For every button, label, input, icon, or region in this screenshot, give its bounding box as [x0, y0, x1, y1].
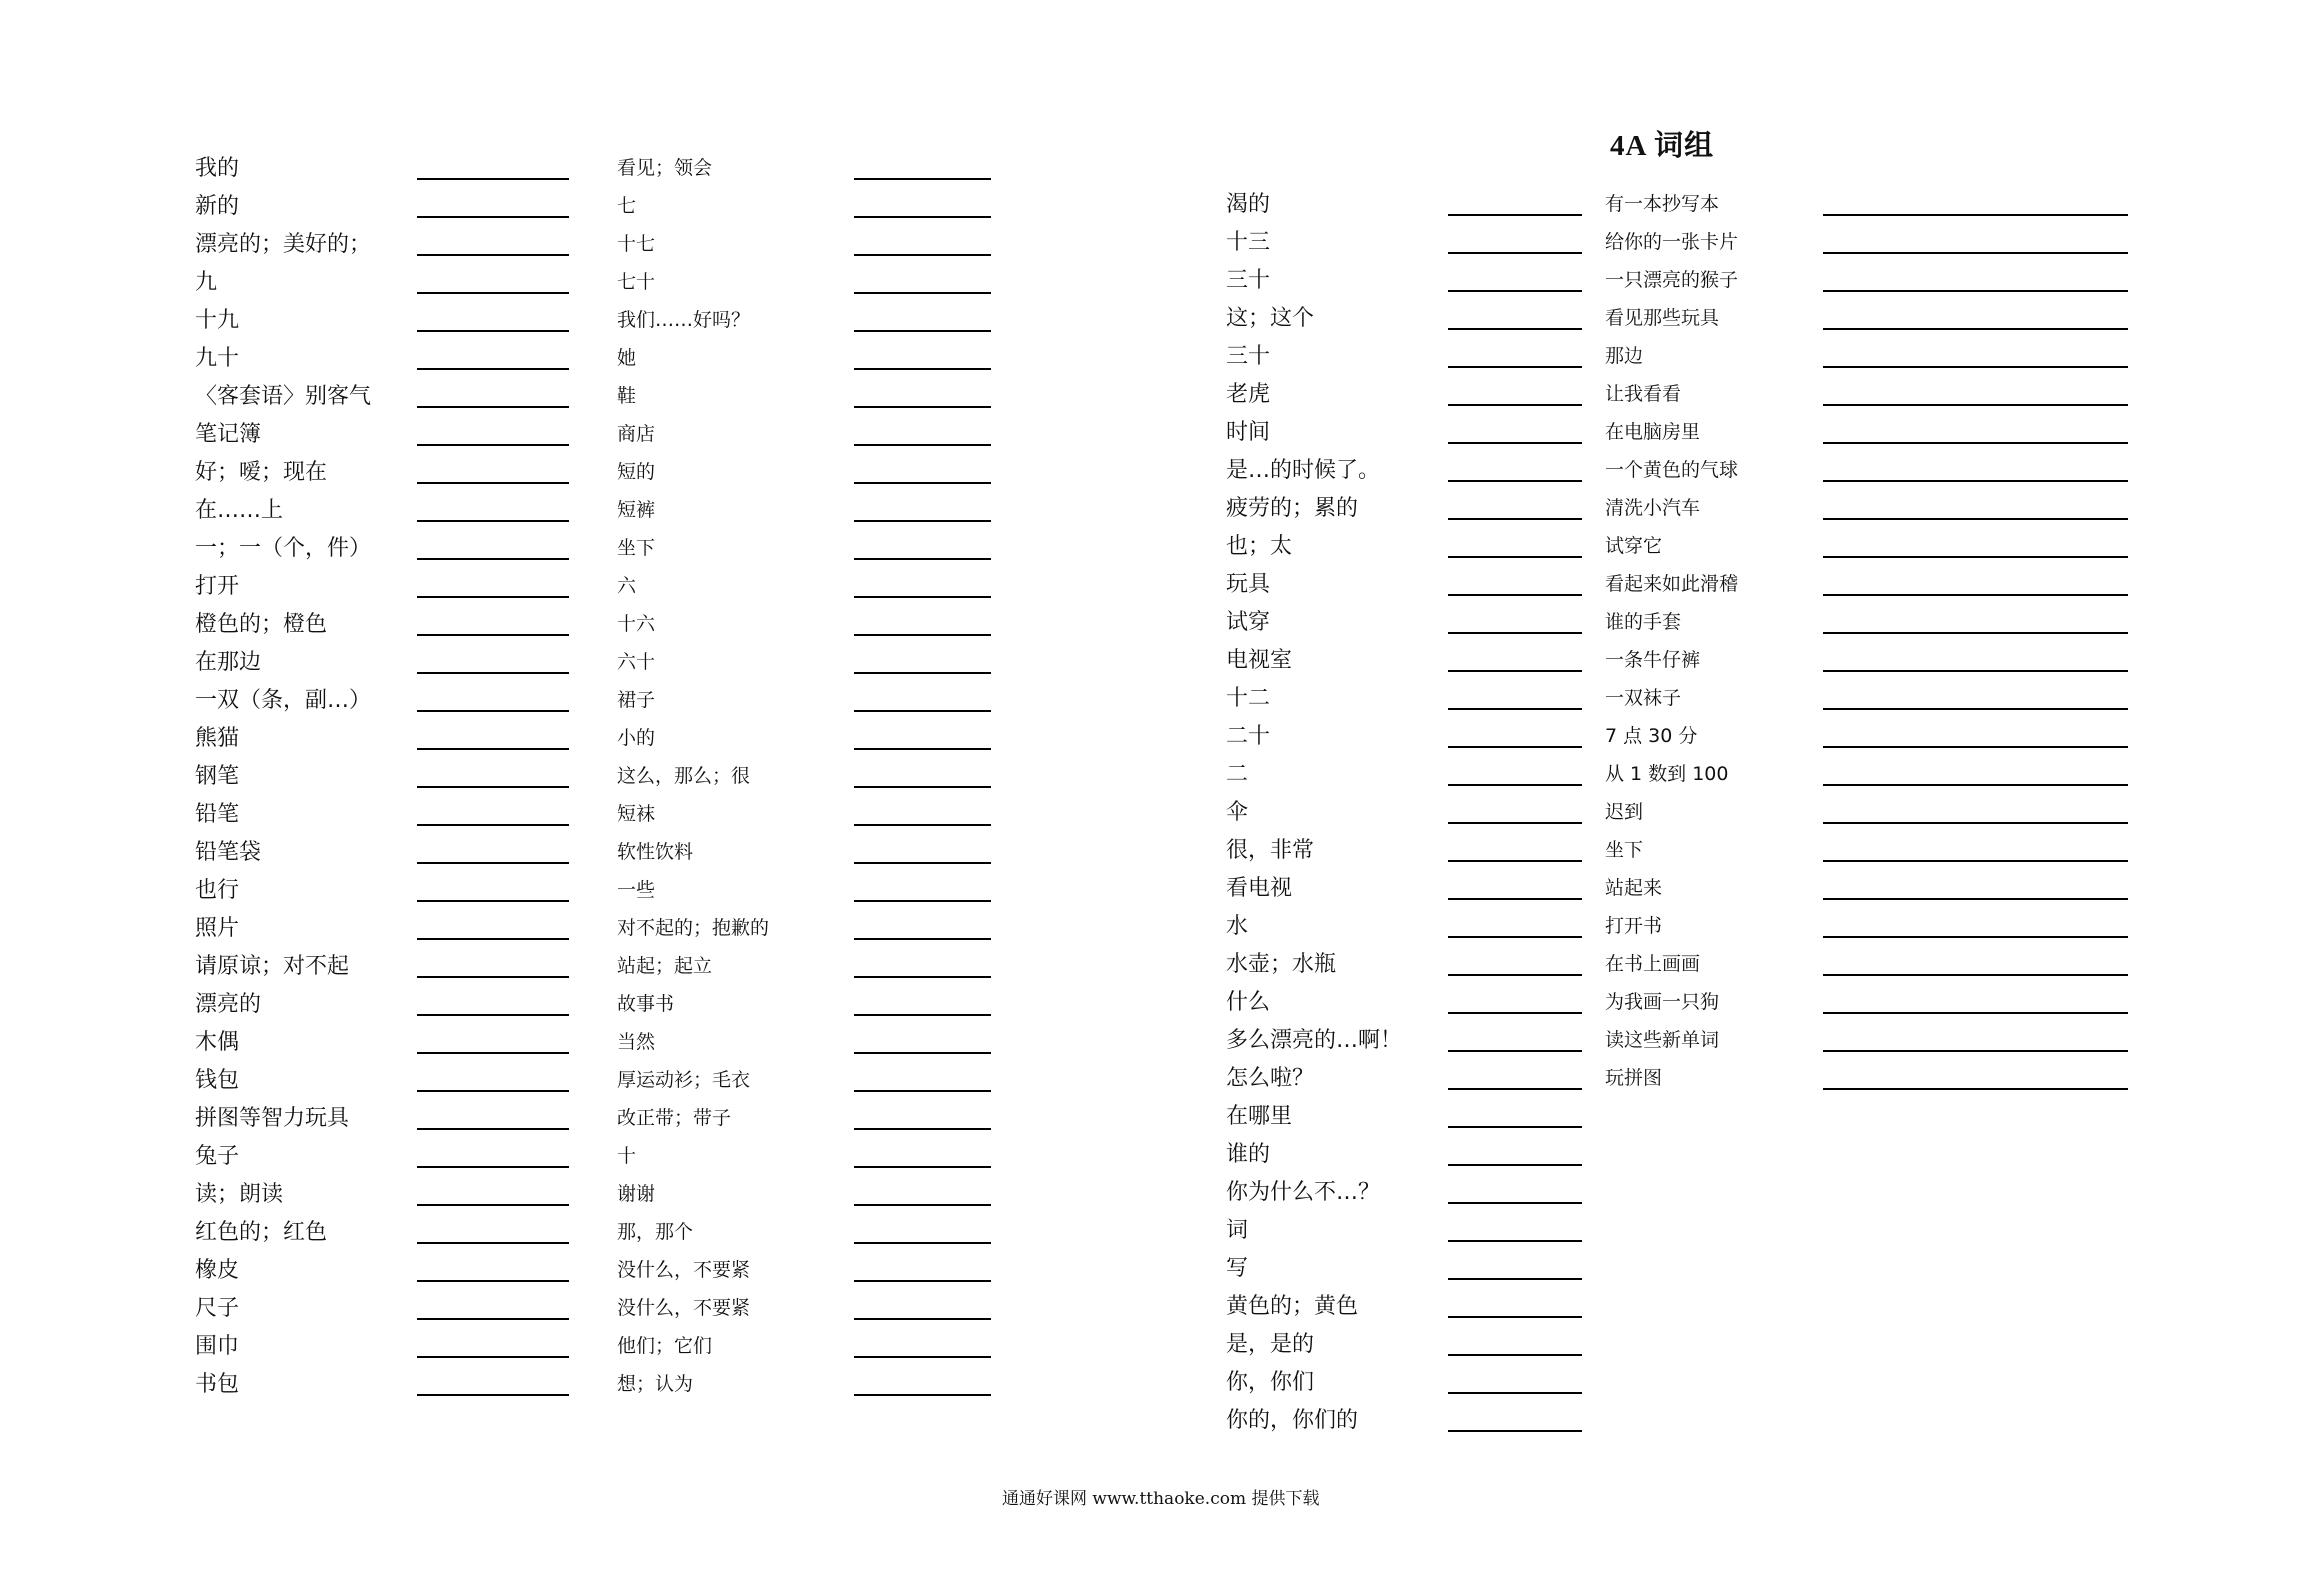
word-prompt: 漂亮的；美好的；: [195, 232, 372, 257]
word-prompt: 铅笔: [195, 802, 240, 827]
word-prompt: 围巾: [195, 1334, 240, 1359]
word-prompt: 笔记簿: [195, 422, 262, 447]
answer-blank[interactable]: [417, 672, 569, 674]
word-prompt: 试穿它: [1605, 535, 1663, 557]
answer-blank[interactable]: [854, 292, 991, 294]
word-prompt: 软性饮料: [617, 841, 694, 863]
answer-blank[interactable]: [1448, 1316, 1582, 1318]
word-prompt: 清洗小汽车: [1605, 497, 1701, 519]
word-prompt: 玩拼图: [1605, 1067, 1663, 1089]
word-prompt: 站起；起立: [617, 955, 713, 977]
answer-blank[interactable]: [1448, 974, 1582, 976]
answer-blank[interactable]: [1823, 1088, 2128, 1090]
answer-blank[interactable]: [854, 330, 991, 332]
answer-blank[interactable]: [1448, 1240, 1582, 1242]
answer-blank[interactable]: [1448, 1202, 1582, 1204]
word-prompt: 铅笔袋: [195, 840, 262, 865]
word-prompt: 三十: [1226, 344, 1271, 369]
answer-blank[interactable]: [854, 406, 991, 408]
answer-blank[interactable]: [1448, 1430, 1582, 1432]
answer-blank[interactable]: [1448, 518, 1582, 520]
word-prompt: 好；嗳；现在: [195, 460, 328, 485]
answer-blank[interactable]: [417, 444, 569, 446]
word-prompt: 兔子: [195, 1144, 240, 1169]
word-prompt: 在那边: [195, 650, 262, 675]
word-prompt: 短裤: [617, 499, 656, 521]
answer-blank[interactable]: [854, 216, 991, 218]
answer-blank[interactable]: [854, 368, 991, 370]
answer-blank[interactable]: [1448, 1012, 1582, 1014]
answer-blank[interactable]: [417, 1242, 569, 1244]
answer-blank[interactable]: [1823, 632, 2128, 634]
answer-blank[interactable]: [417, 976, 569, 978]
answer-blank[interactable]: [854, 1242, 991, 1244]
answer-blank[interactable]: [854, 976, 991, 978]
answer-blank[interactable]: [1823, 290, 2128, 292]
word-prompt: 一双（条，副…）: [195, 688, 372, 713]
word-prompt: 这；这个: [1226, 306, 1315, 331]
answer-blank[interactable]: [854, 862, 991, 864]
answer-blank[interactable]: [1448, 1050, 1582, 1052]
word-prompt: 你，你们: [1226, 1370, 1315, 1395]
answer-blank[interactable]: [854, 1014, 991, 1016]
word-prompt: 十六: [617, 613, 656, 635]
answer-blank[interactable]: [1823, 328, 2128, 330]
word-prompt: 拼图等智力玩具: [195, 1106, 350, 1131]
word-prompt: 〈客套语〉别客气: [195, 384, 372, 409]
word-prompt: 你为什么不…？: [1226, 1180, 1381, 1205]
answer-blank[interactable]: [1448, 1126, 1582, 1128]
word-prompt: 没什么，不要紧: [617, 1297, 751, 1319]
answer-blank[interactable]: [417, 368, 569, 370]
answer-blank[interactable]: [417, 824, 569, 826]
answer-blank[interactable]: [1823, 1012, 2128, 1014]
answer-blank[interactable]: [854, 1204, 991, 1206]
answer-blank[interactable]: [417, 558, 569, 560]
answer-blank[interactable]: [417, 596, 569, 598]
word-prompt: 十: [617, 1145, 637, 1167]
answer-blank[interactable]: [1823, 594, 2128, 596]
word-prompt: 新的: [195, 194, 240, 219]
answer-blank[interactable]: [417, 1014, 569, 1016]
word-prompt: 那，那个: [617, 1221, 694, 1243]
word-prompt: 时间: [1226, 420, 1271, 445]
answer-blank[interactable]: [417, 862, 569, 864]
word-prompt: 钱包: [195, 1068, 240, 1093]
answer-blank[interactable]: [417, 1318, 569, 1320]
word-prompt: 短的: [617, 461, 656, 483]
word-prompt: 十七: [617, 233, 656, 255]
answer-blank[interactable]: [1448, 252, 1582, 254]
word-prompt: 试穿: [1226, 610, 1271, 635]
answer-blank[interactable]: [417, 406, 569, 408]
word-prompt: 鞋: [617, 385, 637, 407]
word-prompt: 迟到: [1605, 801, 1644, 823]
word-prompt: 对不起的；抱歉的: [617, 917, 770, 939]
answer-blank[interactable]: [1823, 556, 2128, 558]
answer-blank[interactable]: [417, 1280, 569, 1282]
answer-blank[interactable]: [417, 634, 569, 636]
word-prompt: 站起来: [1605, 877, 1663, 899]
answer-blank[interactable]: [1448, 670, 1582, 672]
word-prompt: 小的: [617, 727, 656, 749]
word-prompt: 十三: [1226, 230, 1271, 255]
answer-blank[interactable]: [1448, 442, 1582, 444]
word-prompt: 一些: [617, 879, 656, 901]
word-prompt: 多么漂亮的…啊！: [1226, 1028, 1403, 1053]
word-prompt: 七: [617, 195, 637, 217]
word-prompt: 是…的时候了。: [1226, 458, 1381, 483]
answer-blank[interactable]: [417, 710, 569, 712]
word-prompt: 谢谢: [617, 1183, 656, 1205]
answer-blank[interactable]: [854, 900, 991, 902]
answer-blank[interactable]: [417, 1394, 569, 1396]
answer-blank[interactable]: [417, 1204, 569, 1206]
answer-blank[interactable]: [1823, 898, 2128, 900]
answer-blank[interactable]: [1448, 1164, 1582, 1166]
answer-blank[interactable]: [1448, 746, 1582, 748]
answer-blank[interactable]: [417, 216, 569, 218]
answer-blank[interactable]: [854, 596, 991, 598]
word-prompt: 书包: [195, 1372, 240, 1397]
word-prompt: 从 1 数到 100: [1605, 763, 1729, 785]
word-prompt: 在书上画画: [1605, 953, 1701, 975]
word-prompt: 十九: [195, 308, 240, 333]
word-prompt: 熊猫: [195, 726, 240, 751]
word-prompt: 我的: [195, 156, 240, 181]
word-prompt: 为我画一只狗: [1605, 991, 1720, 1013]
word-prompt: 一条牛仔裤: [1605, 649, 1701, 671]
answer-blank[interactable]: [854, 1090, 991, 1092]
answer-blank[interactable]: [854, 1128, 991, 1130]
answer-blank[interactable]: [854, 786, 991, 788]
answer-blank[interactable]: [1823, 670, 2128, 672]
answer-blank[interactable]: [1823, 936, 2128, 938]
word-prompt: 橡皮: [195, 1258, 240, 1283]
word-prompt: 钢笔: [195, 764, 240, 789]
answer-blank[interactable]: [854, 824, 991, 826]
word-prompt: 六十: [617, 651, 656, 673]
word-prompt: 二: [1226, 762, 1249, 787]
word-prompt: 二十: [1226, 724, 1271, 749]
answer-blank[interactable]: [1448, 556, 1582, 558]
answer-blank[interactable]: [854, 634, 991, 636]
word-prompt: 六: [617, 575, 637, 597]
word-prompt: 坐下: [617, 537, 656, 559]
answer-blank[interactable]: [1823, 366, 2128, 368]
answer-blank[interactable]: [417, 178, 569, 180]
word-prompt: 让我看看: [1605, 383, 1682, 405]
footer-credit: 通通好课网 www.tthaoke.com 提供下载: [1002, 1489, 1320, 1509]
word-prompt: 打开: [195, 574, 240, 599]
answer-blank[interactable]: [417, 292, 569, 294]
answer-blank[interactable]: [1448, 632, 1582, 634]
answer-blank[interactable]: [854, 1166, 991, 1168]
word-prompt: 渴的: [1226, 192, 1271, 217]
word-prompt: 木偶: [195, 1030, 240, 1055]
answer-blank[interactable]: [854, 672, 991, 674]
word-prompt: 一；一（个，件）: [195, 536, 372, 561]
answer-blank[interactable]: [854, 178, 991, 180]
word-prompt: 九: [195, 270, 218, 295]
word-prompt: 没什么，不要紧: [617, 1259, 751, 1281]
answer-blank[interactable]: [1448, 1088, 1582, 1090]
word-prompt: 玩具: [1226, 572, 1271, 597]
word-prompt: 疲劳的；累的: [1226, 496, 1359, 521]
word-prompt: 也；太: [1226, 534, 1293, 559]
word-prompt: 在电脑房里: [1605, 421, 1701, 443]
answer-blank[interactable]: [1448, 1278, 1582, 1280]
answer-blank[interactable]: [1823, 708, 2128, 710]
word-prompt: 看见；领会: [617, 157, 713, 179]
word-prompt: 水: [1226, 914, 1249, 939]
answer-blank[interactable]: [854, 710, 991, 712]
answer-blank[interactable]: [854, 482, 991, 484]
page-title: 4A 词组: [1610, 130, 1715, 162]
word-prompt: 电视室: [1226, 648, 1293, 673]
word-prompt: 谁的手套: [1605, 611, 1682, 633]
answer-blank[interactable]: [1823, 822, 2128, 824]
answer-blank[interactable]: [1448, 366, 1582, 368]
word-prompt: 故事书: [617, 993, 675, 1015]
word-prompt: 黄色的；黄色: [1226, 1294, 1359, 1319]
answer-blank[interactable]: [854, 254, 991, 256]
answer-blank[interactable]: [854, 558, 991, 560]
word-prompt: 水壶；水瓶: [1226, 952, 1337, 977]
answer-blank[interactable]: [417, 1128, 569, 1130]
answer-blank[interactable]: [417, 938, 569, 940]
word-prompt: 谁的: [1226, 1142, 1271, 1167]
answer-blank[interactable]: [417, 748, 569, 750]
answer-blank[interactable]: [1823, 1050, 2128, 1052]
answer-blank[interactable]: [417, 520, 569, 522]
answer-blank[interactable]: [1448, 936, 1582, 938]
word-prompt: 很，非常: [1226, 838, 1315, 863]
answer-blank[interactable]: [1823, 252, 2128, 254]
word-prompt: 写: [1226, 1256, 1249, 1281]
answer-blank[interactable]: [854, 444, 991, 446]
answer-blank[interactable]: [854, 748, 991, 750]
word-prompt: 她: [617, 347, 637, 369]
answer-blank[interactable]: [1448, 594, 1582, 596]
word-prompt: 看电视: [1226, 876, 1293, 901]
answer-blank[interactable]: [1823, 860, 2128, 862]
answer-blank[interactable]: [1448, 480, 1582, 482]
word-prompt: 坐下: [1605, 839, 1644, 861]
word-prompt: 打开书: [1605, 915, 1663, 937]
word-prompt: 是，是的: [1226, 1332, 1315, 1357]
answer-blank[interactable]: [417, 900, 569, 902]
answer-blank[interactable]: [854, 1394, 991, 1396]
word-prompt: 裙子: [617, 689, 656, 711]
word-prompt: 短袜: [617, 803, 656, 825]
word-prompt: 读这些新单词: [1605, 1029, 1720, 1051]
answer-blank[interactable]: [1448, 822, 1582, 824]
word-prompt: 三十: [1226, 268, 1271, 293]
word-prompt: 在哪里: [1226, 1104, 1293, 1129]
word-prompt: 也行: [195, 878, 240, 903]
answer-blank[interactable]: [1823, 214, 2128, 216]
answer-blank[interactable]: [1823, 784, 2128, 786]
answer-blank[interactable]: [1448, 860, 1582, 862]
word-prompt: 九十: [195, 346, 240, 371]
answer-blank[interactable]: [417, 1090, 569, 1092]
word-prompt: 那边: [1605, 345, 1644, 367]
word-prompt: 什么: [1226, 990, 1271, 1015]
word-prompt: 尺子: [195, 1296, 240, 1321]
word-prompt: 这么，那么；很: [617, 765, 751, 787]
word-prompt: 7 点 30 分: [1605, 725, 1698, 747]
word-prompt: 看起来如此滑稽: [1605, 573, 1739, 595]
answer-blank[interactable]: [854, 1052, 991, 1054]
answer-blank[interactable]: [1823, 974, 2128, 976]
answer-blank[interactable]: [854, 938, 991, 940]
word-prompt: 老虎: [1226, 382, 1271, 407]
answer-blank[interactable]: [1448, 1392, 1582, 1394]
word-prompt: 伞: [1226, 800, 1249, 825]
word-prompt: 你的，你们的: [1226, 1408, 1359, 1433]
word-prompt: 橙色的；橙色: [195, 612, 328, 637]
answer-blank[interactable]: [1823, 404, 2128, 406]
word-prompt: 漂亮的: [195, 992, 262, 1017]
answer-blank[interactable]: [417, 482, 569, 484]
answer-blank[interactable]: [417, 1052, 569, 1054]
word-prompt: 一个黄色的气球: [1605, 459, 1739, 481]
word-prompt: 红色的；红色: [195, 1220, 328, 1245]
answer-blank[interactable]: [1448, 898, 1582, 900]
answer-blank[interactable]: [417, 786, 569, 788]
answer-blank[interactable]: [854, 1356, 991, 1358]
word-prompt: 厚运动衫；毛衣: [617, 1069, 751, 1091]
word-prompt: 七十: [617, 271, 656, 293]
answer-blank[interactable]: [1823, 746, 2128, 748]
answer-blank[interactable]: [854, 520, 991, 522]
word-prompt: 改正带；带子: [617, 1107, 732, 1129]
word-prompt: 我们……好吗？: [617, 309, 751, 331]
answer-blank[interactable]: [854, 1318, 991, 1320]
answer-blank[interactable]: [417, 1166, 569, 1168]
word-prompt: 当然: [617, 1031, 656, 1053]
word-prompt: 请原谅；对不起: [195, 954, 350, 979]
word-prompt: 一只漂亮的猴子: [1605, 269, 1739, 291]
answer-blank[interactable]: [1448, 290, 1582, 292]
word-prompt: 看见那些玩具: [1605, 307, 1720, 329]
answer-blank[interactable]: [1448, 328, 1582, 330]
word-prompt: 读；朗读: [195, 1182, 284, 1207]
word-prompt: 十二: [1226, 686, 1271, 711]
word-prompt: 怎么啦？: [1226, 1066, 1315, 1091]
answer-blank[interactable]: [854, 1280, 991, 1282]
word-prompt: 给你的一张卡片: [1605, 231, 1739, 253]
word-prompt: 词: [1226, 1218, 1249, 1243]
answer-blank[interactable]: [417, 1356, 569, 1358]
answer-blank[interactable]: [1823, 518, 2128, 520]
word-prompt: 他们；它们: [617, 1335, 713, 1357]
answer-blank[interactable]: [1823, 442, 2128, 444]
word-prompt: 想；认为: [617, 1373, 694, 1395]
answer-blank[interactable]: [1448, 784, 1582, 786]
answer-blank[interactable]: [417, 330, 569, 332]
word-prompt: 在……上: [195, 498, 284, 523]
answer-blank[interactable]: [1448, 1354, 1582, 1356]
answer-blank[interactable]: [1823, 480, 2128, 482]
word-prompt: 一双袜子: [1605, 687, 1682, 709]
answer-blank[interactable]: [417, 254, 569, 256]
answer-blank[interactable]: [1448, 708, 1582, 710]
answer-blank[interactable]: [1448, 404, 1582, 406]
word-prompt: 有一本抄写本: [1605, 193, 1720, 215]
word-prompt: 照片: [195, 916, 240, 941]
word-prompt: 商店: [617, 423, 656, 445]
answer-blank[interactable]: [1448, 214, 1582, 216]
